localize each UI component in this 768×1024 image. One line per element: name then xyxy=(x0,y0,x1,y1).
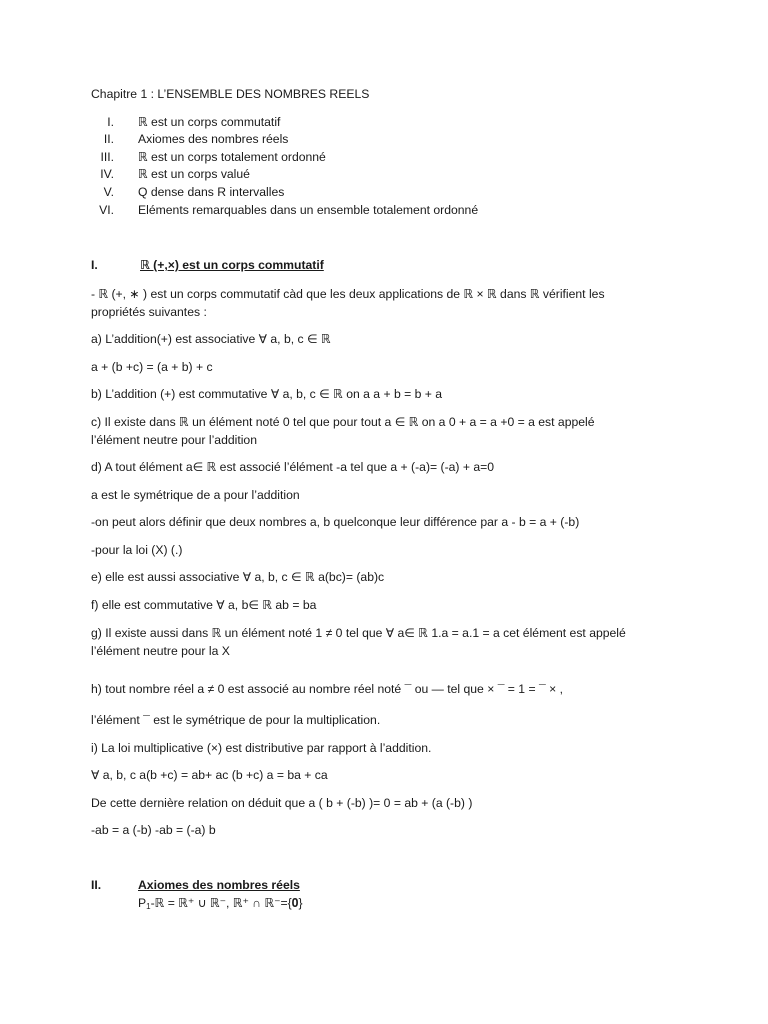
toc-number: VI. xyxy=(99,203,114,217)
paragraph-line: c) Il existe dans ℝ un élément noté 0 tel que pour tout a ∈ ℝ on a 0 + a = a +0 = a est appelé xyxy=(91,415,595,429)
toc-text: ℝ est un corps commutatif xyxy=(138,115,281,129)
toc-number: IV. xyxy=(100,167,114,181)
toc-text: Axiomes des nombres réels xyxy=(138,132,289,146)
toc-text: ℝ est un corps totalement ordonné xyxy=(138,150,326,164)
chapter-title: Chapitre 1 : L’ENSEMBLE DES NOMBRES REELS xyxy=(91,87,370,101)
paragraph-line: a est le symétrique de a pour l’addition xyxy=(91,488,300,502)
paragraph-line: l’élément neutre pour la X xyxy=(91,644,230,658)
paragraph-line: -on peut alors définir que deux nombres a, b quelconque leur différence par a - b = a + (-b) xyxy=(91,515,580,529)
paragraph-line: a + (b +c) = (a + b) + c xyxy=(91,360,213,374)
paragraph-line: l’élément ¯ est le symétrique de pour la multiplication. xyxy=(91,713,381,727)
axiom-label: P xyxy=(138,896,147,910)
paragraph-line: f) elle est commutative ∀ a, b∈ ℝ ab = ba xyxy=(91,598,317,612)
paragraph-line: - ℝ (+, ∗ ) est un corps commutatif càd que les deux applications de ℝ × ℝ dans ℝ vérifient les xyxy=(91,287,605,301)
paragraph-line: l’élément neutre pour l’addition xyxy=(91,433,257,447)
paragraph-line: De cette dernière relation on déduit que a ( b + (-b) )= 0 = ab + (a (-b) ) xyxy=(91,796,473,810)
paragraph-line: a) L’addition(+) est associative ∀ a, b, c ∈ ℝ xyxy=(91,332,331,346)
paragraph-line: -ab = a (-b) -ab = (-a) b xyxy=(91,823,216,837)
paragraph-line: propriétés suivantes : xyxy=(91,305,207,319)
section-1-heading: ℝ (+,×) est un corps commutatif xyxy=(140,258,324,272)
axiom-p1 xyxy=(138,895,303,915)
paragraph-line: g) Il existe aussi dans ℝ un élément noté 1 ≠ 0 tel que ∀ a∈ ℝ 1.a = a.1 = a cet élément est appelé xyxy=(91,626,626,640)
paragraph-line: ∀ a, b, c a(b +c) = ab+ ac (b +c) a = ba + ca xyxy=(91,768,328,782)
paragraph-line: e) elle est aussi associative ∀ a, b, c ∈ ℝ a(bc)= (ab)c xyxy=(91,570,385,584)
toc-text: ℝ est un corps valué xyxy=(138,167,250,181)
section-1-number: I. xyxy=(91,258,98,272)
toc-number: I. xyxy=(107,115,114,129)
axiom-subscript: 1 xyxy=(146,902,151,911)
paragraph-line: -pour la loi (X) (.) xyxy=(91,543,183,557)
toc-number: V. xyxy=(103,185,114,199)
toc-number: II. xyxy=(103,132,114,146)
paragraph-line: h) tout nombre réel a ≠ 0 est associé au nombre réel noté ¯ ou — tel que × ¯ = 1 = ¯ × , xyxy=(91,682,563,696)
section-2-heading: Axiomes des nombres réels xyxy=(138,878,300,892)
axiom-formula: -ℝ = ℝ⁺ ∪ ℝ⁻, ℝ⁺ ∩ ℝ⁻={𝟎} xyxy=(150,896,303,910)
section-2-number: II. xyxy=(91,878,102,892)
toc-number: III. xyxy=(100,150,114,164)
toc-text: Eléments remarquables dans un ensemble totalement ordonné xyxy=(138,203,479,217)
toc-text: Q dense dans R intervalles xyxy=(138,185,285,199)
paragraph-line: i) La loi multiplicative (×) est distributive par rapport à l’addition. xyxy=(91,741,432,755)
paragraph-line: d) A tout élément a∈ ℝ est associé l’élément -a tel que a + (-a)= (-a) + a=0 xyxy=(91,460,495,474)
paragraph-line: b) L’addition (+) est commutative ∀ a, b, c ∈ ℝ on a a + b = b + a xyxy=(91,387,443,401)
